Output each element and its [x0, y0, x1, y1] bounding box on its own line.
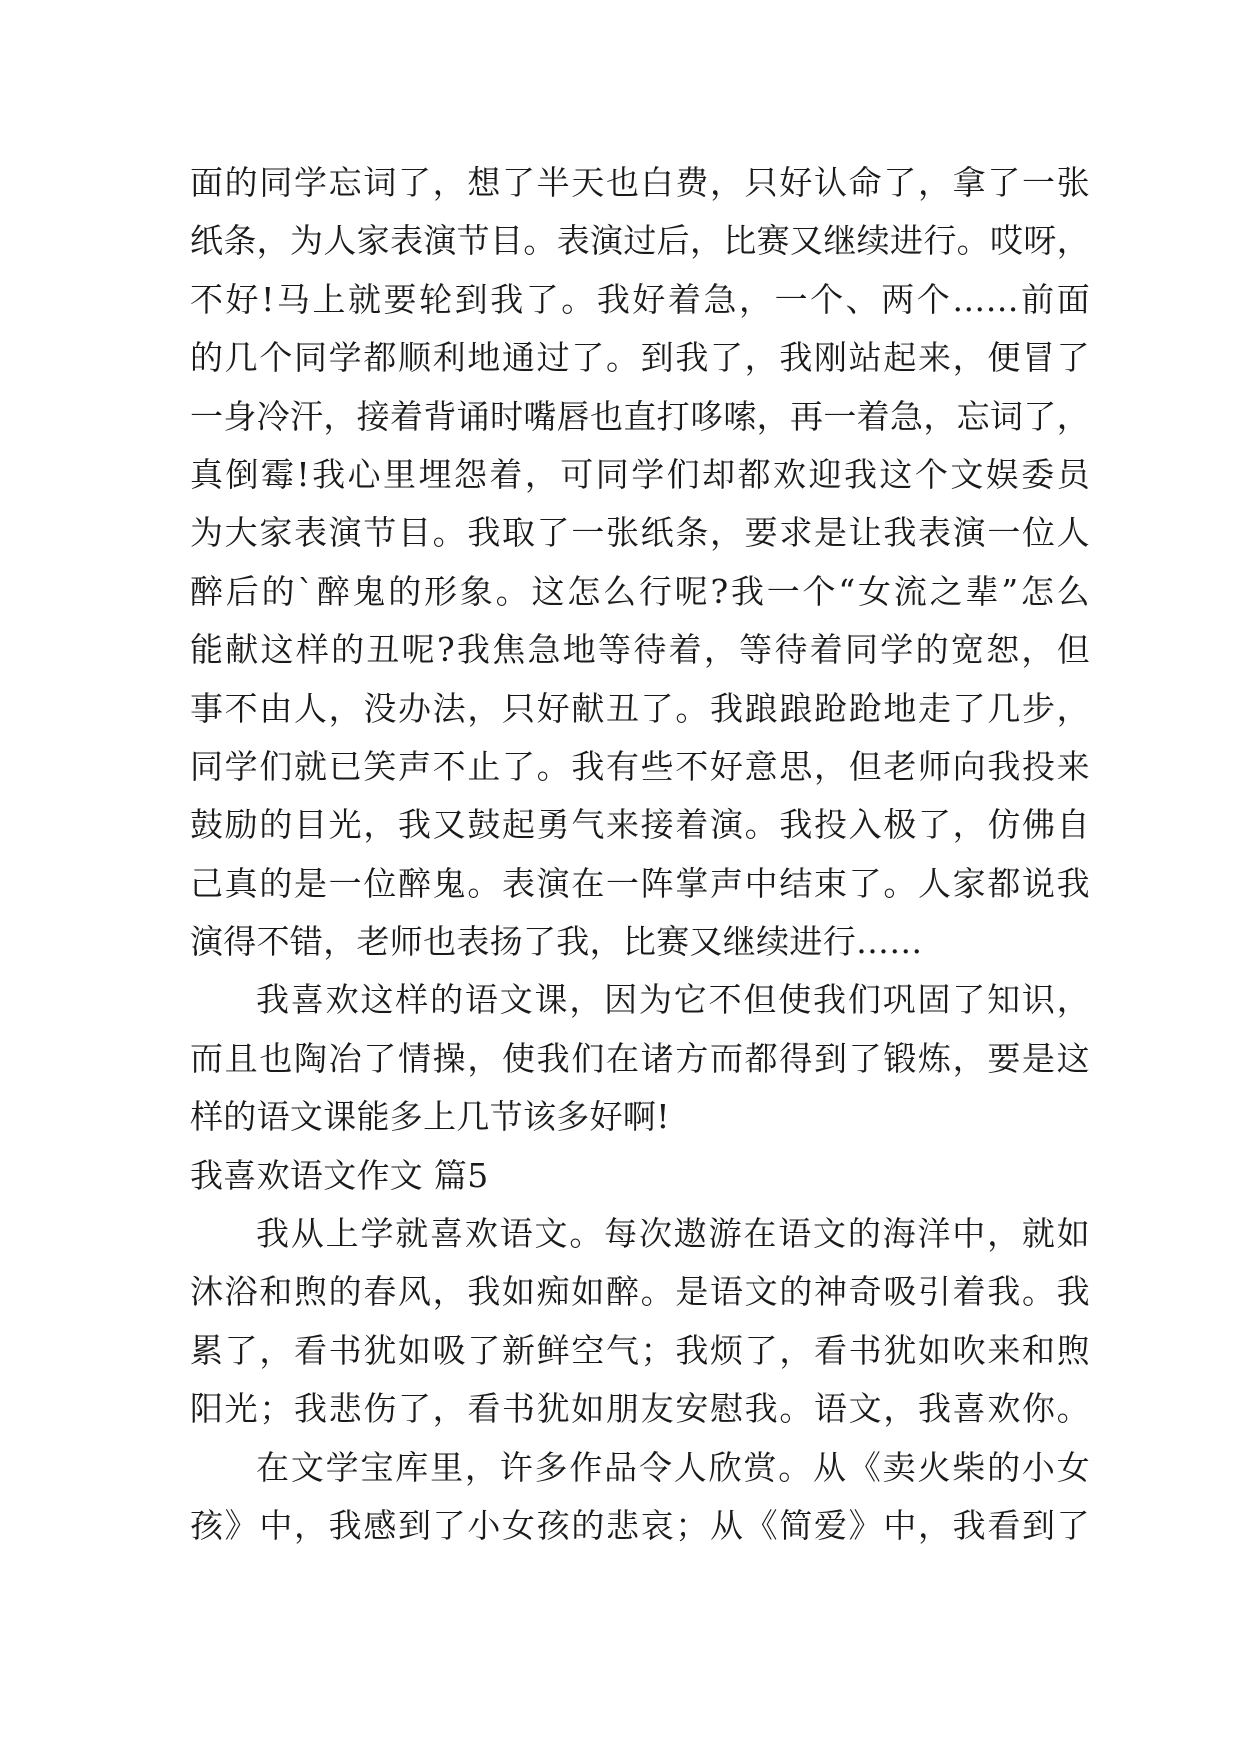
paragraph-first-line: 我喜欢这样的语文课，因为它不但使我们巩固了知识，	[256, 980, 1090, 1020]
text-line: 面的同学忘词了，想了半天也白费，只好认命了，拿了一张	[190, 163, 1090, 202]
text-line: 沐浴和煦的春风，我如痴如醉。是语文的神奇吸引着我。我	[190, 1272, 1090, 1312]
text-line: 累了，看书犹如吸了新鲜空气；我烦了，看书犹如吹来和煦	[190, 1330, 1090, 1370]
text-line: 纸条，为人家表演节目。表演过后，比赛又继续进行。哎呀，	[190, 221, 1090, 261]
text-line: 的几个同学都顺利地通过了。到我了，我刚站起来，便冒了	[190, 338, 1090, 378]
text-line: 一身冷汗，接着背诵时嘴唇也直打哆嗦，再一着急，忘词了，	[190, 396, 1090, 436]
text-line: 鼓励的目光，我又鼓起勇气来接着演。我投入极了，仿佛自	[190, 805, 1090, 845]
text-line: 同学们就已笑声不止了。我有些不好意思，但老师向我投来	[190, 746, 1090, 786]
text-line: 孩》中，我感到了小女孩的悲哀；从《简爱》中，我看到了	[190, 1505, 1090, 1545]
text-line: 真倒霉!我心里埋怨着，可同学们却都欢迎我这个文娱委员	[190, 454, 1090, 494]
paragraph-first-line: 我从上学就喜欢语文。每次遨游在语文的海洋中，就如	[256, 1214, 1090, 1254]
body-text	[190, 154, 1090, 1555]
text-line: 事不由人，没办法，只好献丑了。我踉踉跄跄地走了几步，	[190, 688, 1090, 728]
text-line: 醉后的`醉鬼的形象。这怎么行呢?我一个“女流之辈”怎么	[190, 571, 1090, 611]
text-line: 样的语文课能多上几节该多好啊!	[190, 1097, 670, 1137]
text-line: 阳光；我悲伤了，看书犹如朋友安慰我。语文，我喜欢你。	[190, 1389, 1090, 1429]
text-line: 己真的是一位醉鬼。表演在一阵掌声中结束了。人家都说我	[190, 863, 1090, 903]
text-line: 而且也陶冶了情操，使我们在诸方而都得到了锻炼，要是这	[190, 1038, 1090, 1078]
section-heading: 我喜欢语文作文 篇5	[190, 1155, 489, 1195]
paragraph-first-line: 在文学宝库里，许多作品令人欣赏。从《卖火柴的小女	[256, 1447, 1090, 1487]
text-line: 能献这样的丑呢?我焦急地等待着，等待着同学的宽恕，但	[190, 630, 1090, 670]
text-line: 演得不错，老师也表扬了我，比赛又继续进行……	[190, 922, 923, 962]
text-line: 不好!马上就要轮到我了。我好着急，一个、两个……前面	[190, 279, 1090, 319]
text-line: 为大家表演节目。我取了一张纸条，要求是让我表演一位人	[190, 513, 1090, 553]
